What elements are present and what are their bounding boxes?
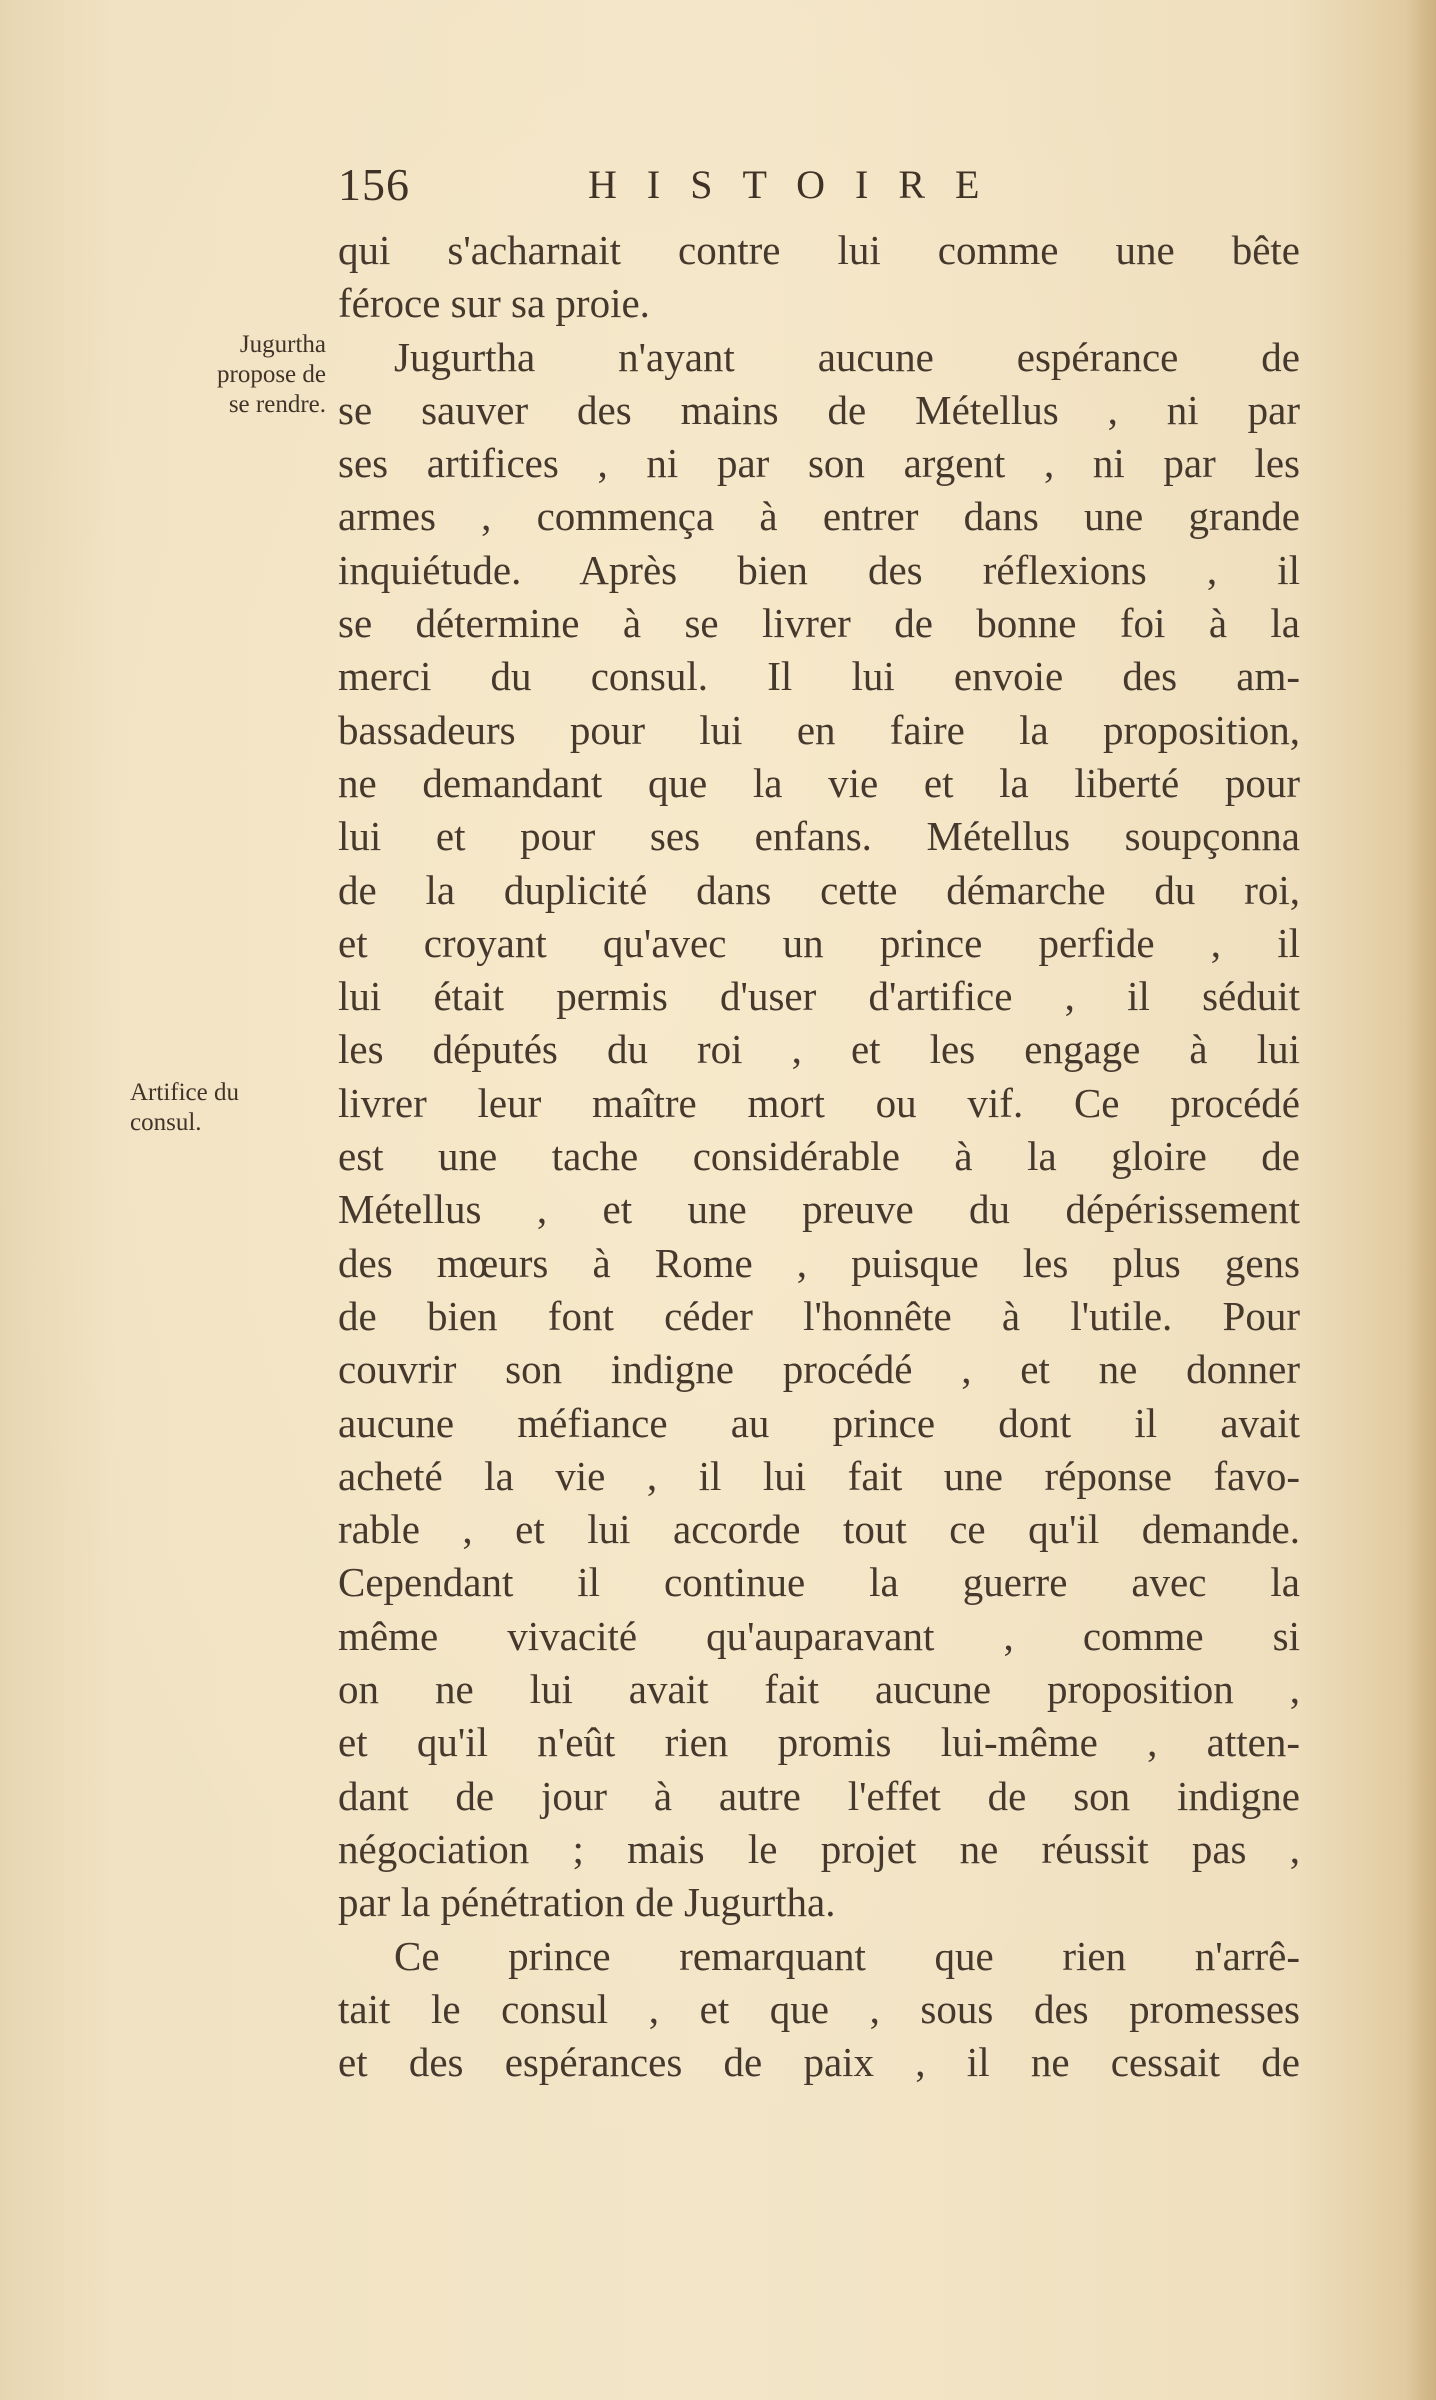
text-line: par la pénétration de Jugurtha. <box>338 1879 836 1926</box>
margin-note-line: se rendre. <box>228 391 326 418</box>
text-line: couvrir son indigne procédé , et ne donner <box>338 1346 1300 1393</box>
text-line: est une tache considérable à la gloire de <box>338 1133 1300 1180</box>
text-line: les députés du roi , et les engage à lui <box>338 1026 1300 1073</box>
text-line: rable , et lui accorde tout ce qu'il demande. <box>338 1506 1300 1553</box>
text-line: et croyant qu'avec un prince perfide , il <box>338 919 1300 966</box>
page-header <box>338 155 1078 215</box>
text-line: inquiétude. Après bien des réflexions , il <box>338 546 1300 593</box>
text-line: négociation ; mais le projet ne réussit pas , <box>338 1825 1300 1872</box>
margin-note-jugurtha <box>116 330 326 420</box>
text-line: Métellus , et une preuve du dépérissement <box>338 1186 1300 1233</box>
text-line: et des espérances de paix , il ne cessait de <box>338 2039 1300 2086</box>
margin-note-line: Artifice du <box>130 1079 239 1106</box>
page-number: 156 <box>338 159 410 210</box>
margin-note-line: consul. <box>130 1109 202 1136</box>
text-line: armes , commença à entrer dans une grande <box>338 493 1300 540</box>
running-title: HISTOIRE <box>588 162 1010 207</box>
text-line: tait le consul , et que , sous des promesses <box>338 1985 1300 2032</box>
text-line: acheté la vie , il lui fait une réponse favo- <box>338 1452 1300 1499</box>
text-line: féroce sur sa proie. <box>338 280 650 327</box>
text-line: Cependant il continue la guerre avec la <box>338 1559 1300 1606</box>
text-line: et qu'il n'eût rien promis lui-même , atten- <box>338 1719 1300 1766</box>
margin-note-artifice <box>130 1078 340 1138</box>
body-text <box>338 224 1300 2089</box>
text-line: lui et pour ses enfans. Métellus soupçonna <box>338 813 1300 860</box>
text-line: dant de jour à autre l'effet de son indigne <box>338 1772 1300 1819</box>
text-line: aucune méfiance au prince dont il avait <box>338 1399 1300 1446</box>
text-line: livrer leur maître mort ou vif. Ce procédé <box>338 1079 1300 1126</box>
text-line: Jugurtha n'ayant aucune espérance de <box>394 333 1300 380</box>
margin-note-line: propose de <box>217 361 326 388</box>
margin-note-line: Jugurtha <box>239 331 326 358</box>
text-line: de la duplicité dans cette démarche du roi, <box>338 866 1300 913</box>
text-line: des mœurs à Rome , puisque les plus gens <box>338 1239 1300 1286</box>
text-line: ne demandant que la vie et la liberté pour <box>338 759 1300 806</box>
text-line: de bien font céder l'honnête à l'utile. Pour <box>338 1292 1300 1339</box>
text-line: on ne lui avait fait aucune proposition , <box>338 1666 1300 1713</box>
text-line: bassadeurs pour lui en faire la proposition, <box>338 706 1300 753</box>
text-line: Ce prince remarquant que rien n'arrê- <box>394 1932 1300 1979</box>
text-line: merci du consul. Il lui envoie des am- <box>338 653 1300 700</box>
text-line: même vivacité qu'auparavant , comme si <box>338 1612 1300 1659</box>
text-line: se détermine à se livrer de bonne foi à la <box>338 600 1300 647</box>
text-line: ses artifices , ni par son argent , ni par les <box>338 440 1300 487</box>
text-line: lui était permis d'user d'artifice , il séduit <box>338 973 1300 1020</box>
text-line: se sauver des mains de Métellus , ni par <box>338 386 1300 433</box>
text-line: qui s'acharnait contre lui comme une bête <box>338 227 1300 273</box>
